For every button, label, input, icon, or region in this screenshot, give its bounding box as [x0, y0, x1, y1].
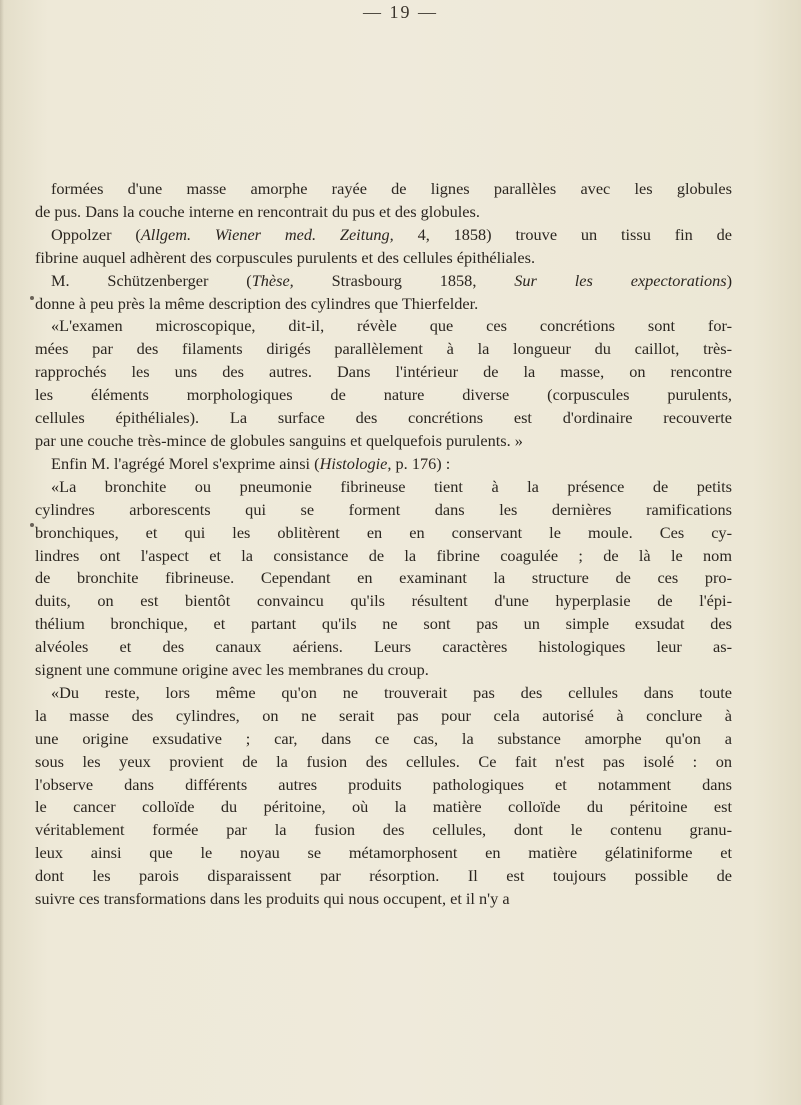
paragraph [35, 476, 732, 682]
text-line: alvéoles et des canaux aériens. Leurs caractères histologiques leur as- [35, 637, 732, 657]
text-line: suivre ces transformations dans les produits qui nous occupent, et il n'y a [35, 889, 510, 909]
text-line: Enfin M. l'agrégé Morel s'exprime ainsi (Histologie, p. 176) : [51, 453, 451, 473]
text-line: thélium bronchique, et partant qu'ils ne sont pas un simple exsudat des [35, 614, 732, 634]
text-line: de bronchite fibrineuse. Cependant en examinant la structure de ces pro- [35, 568, 732, 588]
page-number: — 19 — [363, 2, 438, 22]
paragraph [35, 224, 732, 270]
page-edge-shadow [0, 0, 4, 1105]
body-text [35, 178, 732, 911]
paragraph [35, 178, 732, 224]
text-line: dont les parois disparaissent par résorption. Il est toujours possible de [35, 866, 732, 886]
paragraph [35, 315, 732, 452]
text-line: par une couche très-mince de globules sanguins et quelquefois purulents. » [35, 430, 523, 450]
margin-speck [30, 523, 34, 527]
text-line: duits, on est bientôt convaincu qu'ils résultent d'une hyperplasie de l'épi- [35, 591, 732, 611]
paragraph [35, 682, 732, 911]
text-line: cellules épithéliales). La surface des concrétions est d'ordinaire recouverte [35, 408, 732, 428]
text-line: «Du reste, lors même qu'on ne trouverait pas des cellules dans toute [51, 682, 732, 702]
text-line: de pus. Dans la couche interne en rencontrait du pus et des globules. [35, 201, 480, 221]
text-line: le cancer colloïde du péritoine, où la matière colloïde du péritoine est [35, 797, 732, 817]
text-line: la masse des cylindres, on ne serait pas pour cela autorisé à conclure à [35, 705, 732, 725]
text-line: «L'examen microscopique, dit-il, révèle que ces concrétions sont for- [51, 316, 732, 336]
text-line: M. Schützenberger (Thèse, Strasbourg 1858, Sur les expectorations) [51, 270, 732, 290]
text-line: lindres ont l'aspect et la consistance de la fibrine coagulée ; de là le nom [35, 545, 732, 565]
text-line: mées par des filaments dirigés parallèlement à la longueur du caillot, très- [35, 339, 732, 359]
margin-speck [30, 296, 34, 300]
text-line: leux ainsi que le noyau se métamorphosent en matière gélatiniforme et [35, 843, 732, 863]
text-line: les éléments morphologiques de nature diverse (corpuscules purulents, [35, 385, 732, 405]
text-line: cylindres arborescents qui se forment dans les dernières ramifications [35, 499, 732, 519]
text-line: Oppolzer (Allgem. Wiener med. Zeitung, 4, 1858) trouve un tissu fin de [51, 224, 733, 244]
text-line: donne à peu près la même description des cylindres que Thierfelder. [35, 293, 479, 313]
text-line: une origine exsudative ; car, dans ce cas, la substance amorphe qu'on a [35, 728, 732, 748]
paragraph [35, 270, 732, 316]
text-line: l'observe dans différents autres produits pathologiques et notamment dans [35, 774, 732, 794]
text-line: rapprochés les uns des autres. Dans l'intérieur de la masse, on rencontre [35, 362, 732, 382]
text-line: sous les yeux provient de la fusion des cellules. Ce fait n'est pas isolé : on [35, 751, 732, 771]
text-line: formées d'une masse amorphe rayée de lignes parallèles avec les globules [51, 179, 732, 198]
text-line: véritablement formée par la fusion des cellules, dont le contenu granu- [35, 820, 732, 840]
text-line: signent une commune origine avec les membranes du croup. [35, 660, 429, 680]
text-line: bronchiques, et qui les oblitèrent en en conservant le moule. Ces cy- [35, 522, 732, 542]
paragraph [35, 453, 732, 476]
text-line: fibrine auquel adhèrent des corpuscules purulents et des cellules épithéliales. [35, 247, 536, 267]
text-line: «La bronchite ou pneumonie fibrineuse tient à la présence de petits [51, 476, 732, 496]
